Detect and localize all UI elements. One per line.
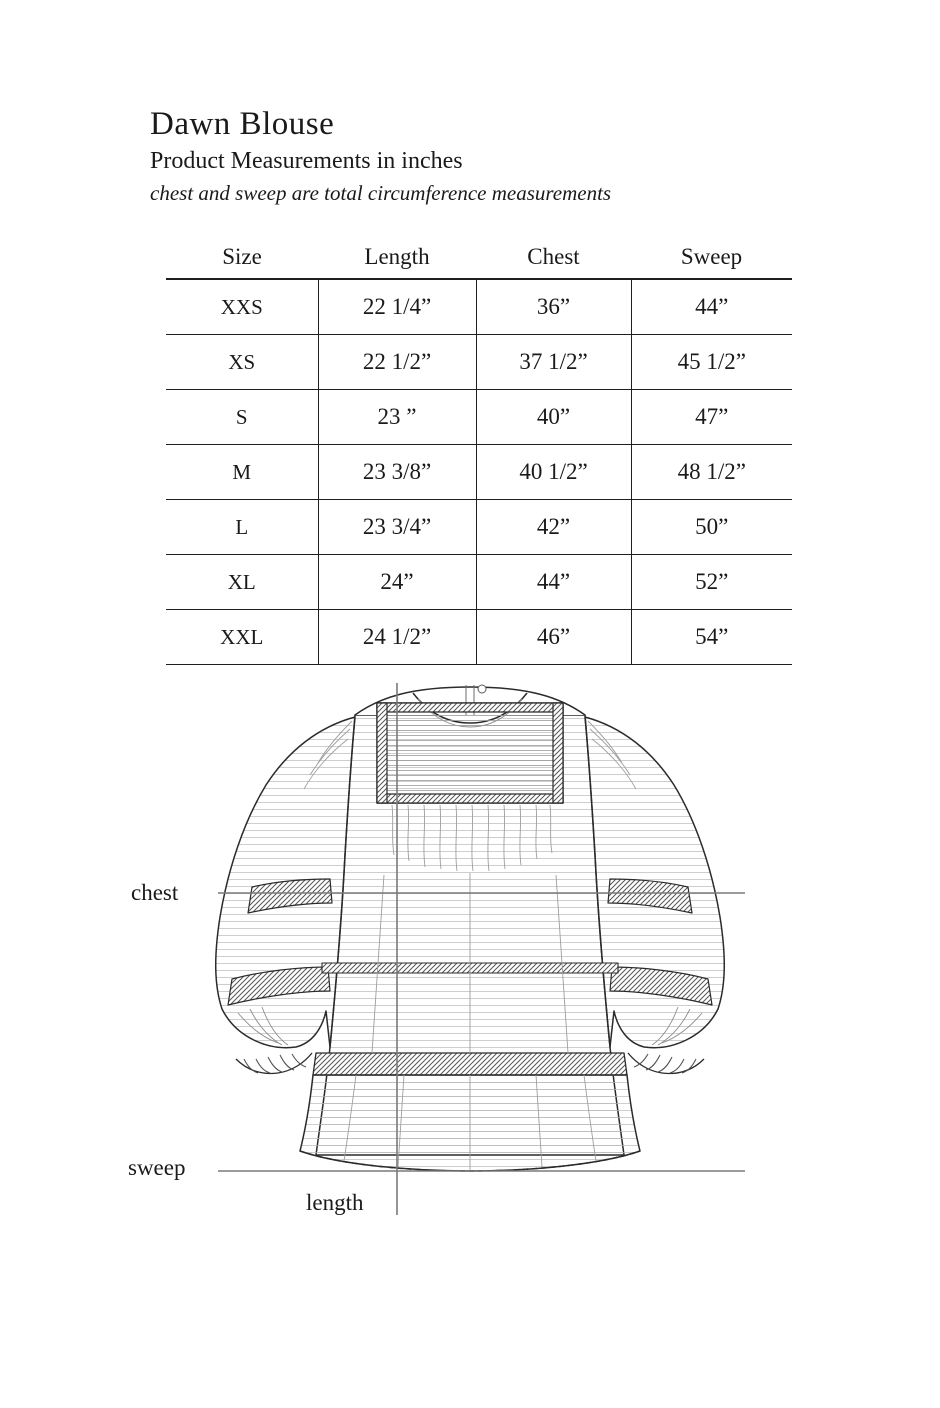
measurements-table-wrap [166, 240, 792, 665]
cell-size: S [166, 390, 318, 445]
label-length: length [306, 1190, 364, 1215]
measurements-table [166, 240, 792, 665]
cell-size: XS [166, 335, 318, 390]
cell-length: 23 3/4” [318, 500, 476, 555]
column-header-length: Length [318, 240, 476, 279]
cell-size: M [166, 445, 318, 500]
page-header [150, 104, 790, 207]
cell-size: XXS [166, 279, 318, 335]
cell-sweep: 50” [631, 500, 792, 555]
table-header-row [166, 240, 792, 279]
column-header-sweep: Sweep [631, 240, 792, 279]
garment-illustration [0, 655, 940, 1275]
table-row [166, 335, 792, 390]
cell-chest: 40 1/2” [476, 445, 631, 500]
cell-length: 22 1/2” [318, 335, 476, 390]
table-row [166, 500, 792, 555]
table-row [166, 445, 792, 500]
cell-size: L [166, 500, 318, 555]
page-subtitle: Product Measurements in inches [150, 148, 463, 174]
cell-size: XXL [166, 610, 318, 665]
table-row [166, 390, 792, 445]
cell-sweep: 45 1/2” [631, 335, 792, 390]
column-header-size: Size [166, 240, 318, 279]
column-header-chest: Chest [476, 240, 631, 279]
cell-chest: 40” [476, 390, 631, 445]
cell-chest: 46” [476, 610, 631, 665]
cell-chest: 44” [476, 555, 631, 610]
blouse-technical-flat-svg [0, 655, 940, 1275]
table-row [166, 555, 792, 610]
label-chest: chest [131, 880, 179, 905]
cell-sweep: 52” [631, 555, 792, 610]
cell-sweep: 54” [631, 610, 792, 665]
cell-chest: 42” [476, 500, 631, 555]
page-title: Dawn Blouse [150, 106, 335, 142]
cell-chest: 37 1/2” [476, 335, 631, 390]
label-sweep: sweep [128, 1155, 186, 1180]
cell-sweep: 44” [631, 279, 792, 335]
cell-length: 22 1/4” [318, 279, 476, 335]
cell-sweep: 47” [631, 390, 792, 445]
cell-chest: 36” [476, 279, 631, 335]
measurement-note: chest and sweep are total circumference measurements [150, 181, 612, 205]
cell-length: 24 1/2” [318, 610, 476, 665]
cell-sweep: 48 1/2” [631, 445, 792, 500]
cell-length: 23 ” [318, 390, 476, 445]
cell-size: XL [166, 555, 318, 610]
table-row [166, 279, 792, 335]
cell-length: 23 3/8” [318, 445, 476, 500]
cell-length: 24” [318, 555, 476, 610]
